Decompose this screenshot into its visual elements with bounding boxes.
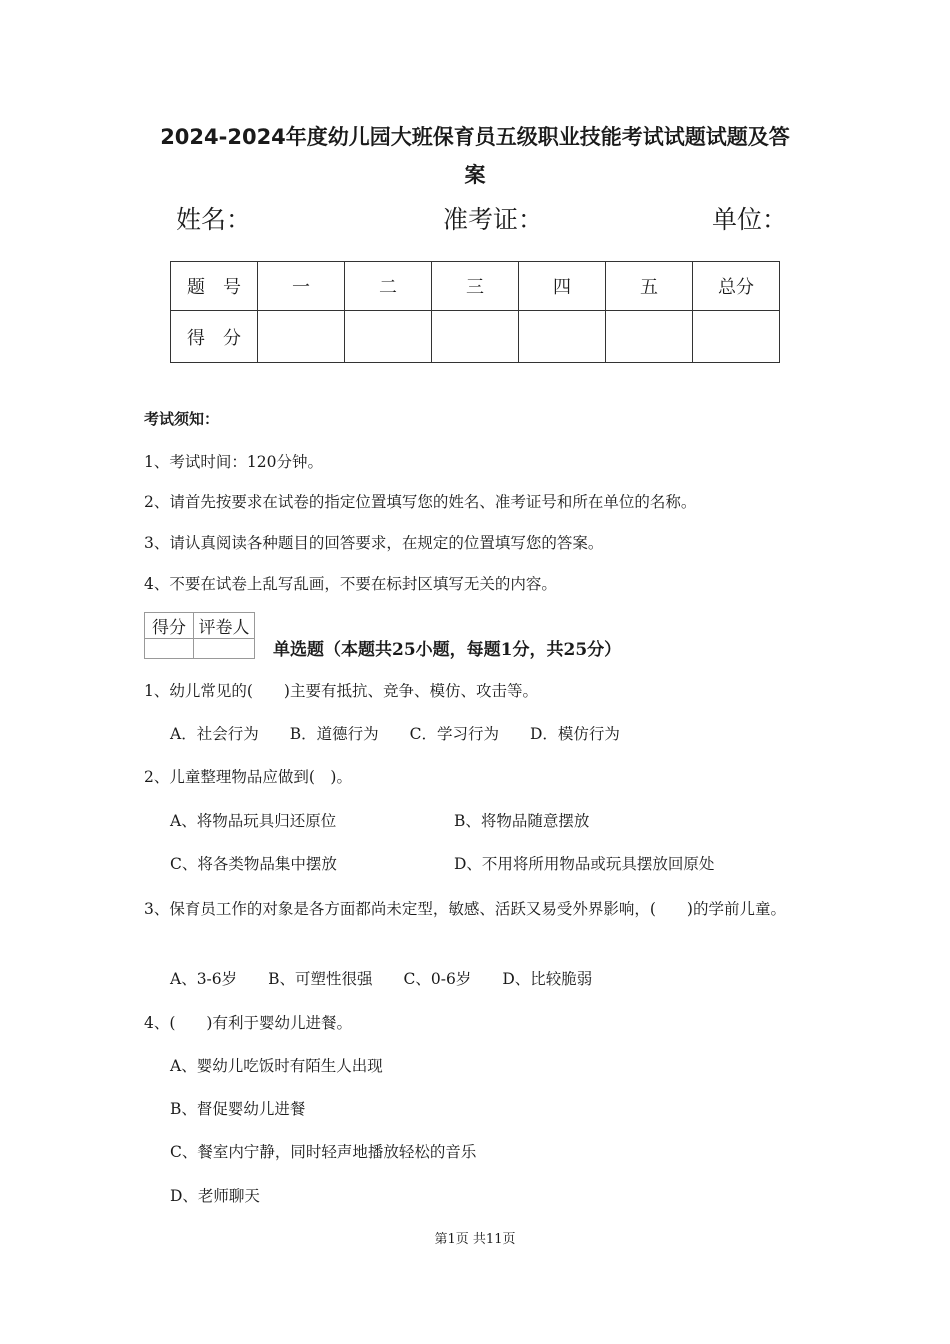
score-cell	[258, 311, 345, 363]
question-4-option-d: D、老师聊天	[170, 1187, 260, 1205]
title-line-1: 2024-2024年度幼儿园大班保育员五级职业技能考试试题试题及答	[160, 125, 790, 149]
notice-item: 3、请认真阅读各种题目的回答要求，在规定的位置填写您的答案。	[144, 534, 604, 552]
score-cell	[606, 311, 693, 363]
score-row-label: 得 分	[171, 311, 258, 363]
notice-item: 4、不要在试卷上乱写乱画，不要在标封区填写无关的内容。	[144, 575, 557, 593]
exam-id-field-label: 准考证：	[443, 205, 544, 234]
question-2-stem: 2、儿童整理物品应做到( )。	[144, 768, 352, 786]
score-table-header-row	[171, 262, 780, 311]
question-3-options: A、3-6岁 B、可塑性很强 C、0-6岁 D、比较脆弱	[170, 970, 593, 988]
score-header-cell: 三	[432, 262, 519, 311]
title-line-2: 案	[464, 163, 486, 187]
question-4-option-b: B、督促婴幼儿进餐	[170, 1100, 306, 1118]
grader-box-score-cell	[145, 639, 194, 659]
question-3-stem: 3、保育员工作的对象是各方面都尚未定型，敏感、活跃又易受外界影响，( )的学前儿童。	[144, 900, 786, 918]
score-header-cell: 一	[258, 262, 345, 311]
grader-box-score-label: 得分	[145, 613, 194, 639]
score-cell	[519, 311, 606, 363]
score-header-cell: 五	[606, 262, 693, 311]
question-2-option-b: B、将物品随意摆放	[454, 812, 590, 830]
question-2-option-c: C、将各类物品集中摆放	[170, 855, 337, 873]
score-header-cell: 题 号	[171, 262, 258, 311]
score-table	[170, 261, 780, 363]
question-4-option-c: C、餐室内宁静，同时轻声地播放轻松的音乐	[170, 1143, 477, 1161]
notice-item: 2、请首先按要求在试卷的指定位置填写您的姓名、准考证号和所在单位的名称。	[144, 493, 697, 511]
question-4-option-a: A、婴幼儿吃饭时有陌生人出现	[170, 1057, 383, 1075]
notice-item: 1、考试时间：120分钟。	[144, 453, 323, 471]
grader-box-grader-cell	[194, 639, 255, 659]
score-cell	[432, 311, 519, 363]
question-2-option-d: D、不用将所用物品或玩具摆放回原处	[454, 855, 715, 873]
name-field-label: 姓名：	[176, 205, 252, 234]
grader-box-grader-label: 评卷人	[194, 613, 255, 639]
score-cell	[693, 311, 780, 363]
score-table-score-row	[171, 311, 780, 363]
score-header-cell: 四	[519, 262, 606, 311]
grader-box	[144, 612, 255, 659]
score-cell	[345, 311, 432, 363]
question-4-stem: 4、( )有利于婴幼儿进餐。	[144, 1014, 352, 1032]
section-heading: 单选题（本题共25小题，每题1分，共25分）	[273, 640, 622, 660]
score-header-cell: 二	[345, 262, 432, 311]
question-1-stem: 1、幼儿常见的( )主要有抵抗、竞争、模仿、攻击等。	[144, 682, 538, 700]
unit-field-label: 单位：	[712, 205, 788, 234]
score-header-cell: 总分	[693, 262, 780, 311]
question-1-options: A．社会行为 B．道德行为 C．学习行为 D．模仿行为	[170, 725, 620, 743]
notice-heading: 考试须知：	[144, 410, 220, 428]
question-2-option-a: A、将物品玩具归还原位	[170, 812, 337, 830]
document-title	[130, 118, 820, 194]
page-footer: 第1页 共11页	[434, 1232, 516, 1247]
